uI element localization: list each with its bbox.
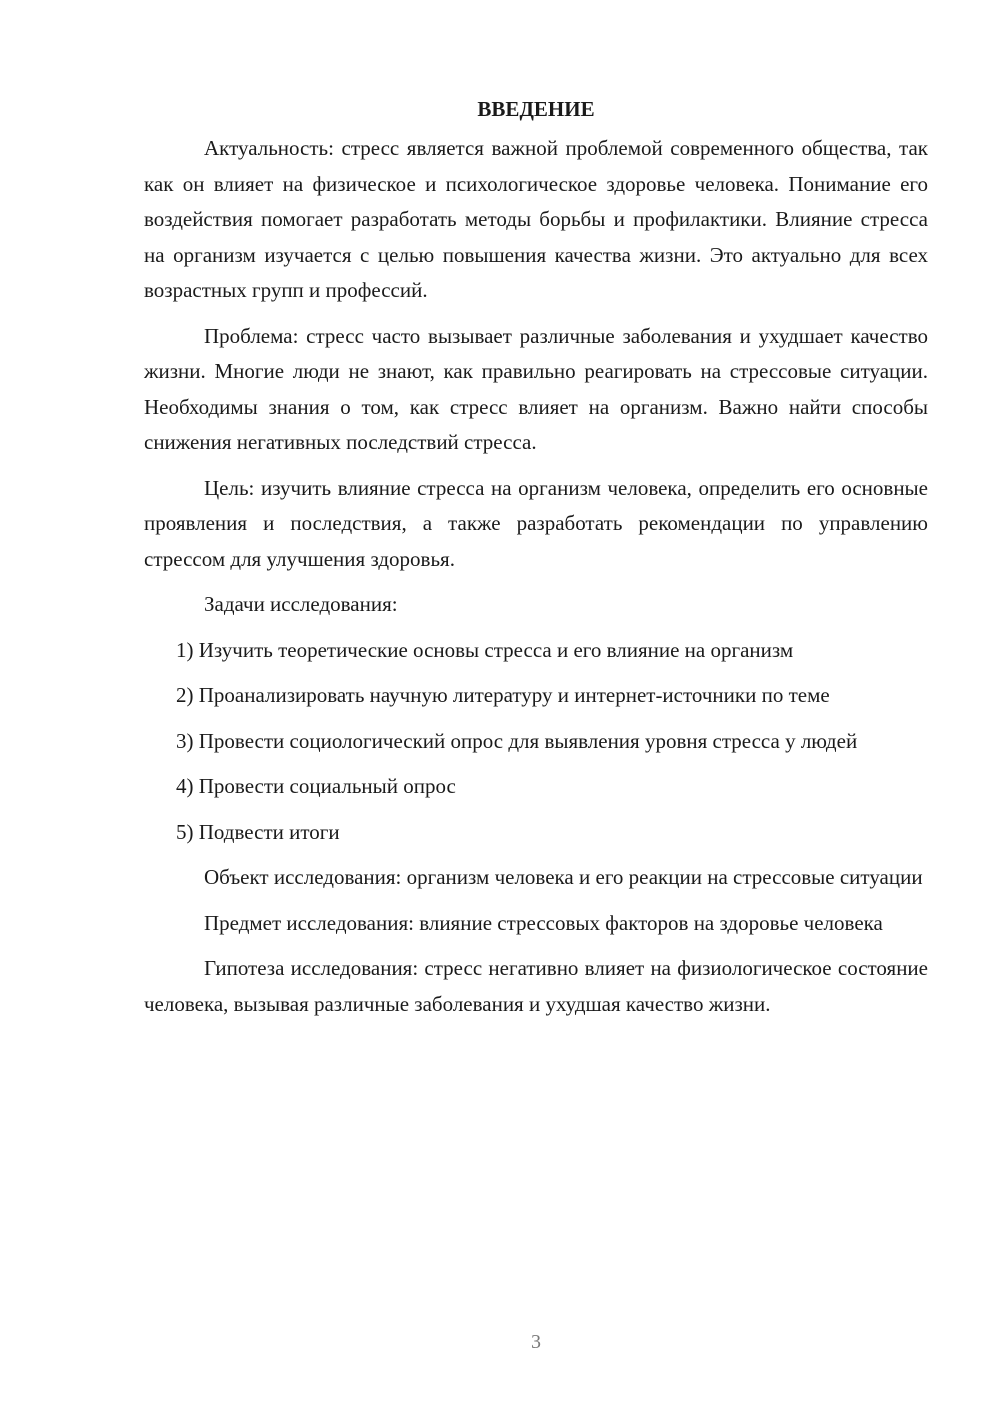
task-item-4: 4) Провести социальный опрос	[176, 774, 456, 798]
problem-paragraph: Проблема: стресс часто вызывает различные заболевания и ухудшает качество жизни. Многие люди не знают, как правильно реагировать на стрессовые ситуации. Необходимы знания о том, как стресс влияет на организм. Важно найти способы снижения негативных последствий стресса.	[144, 323, 928, 454]
relevance-paragraph: Актуальность: стресс является важной проблемой современного общества, так как он влияет на физическое и психологическое здоровье человека. Понимание его воздействия помогает разработать методы борьбы и профилактики. Влияние стресса на организм изучается с целью повышения качества жизни. Это актуально для всех возрастных групп и профессий.	[144, 136, 928, 302]
hypothesis-paragraph: Гипотеза исследования: стресс негативно влияет на физиологическое состояние человека, вызывая различные заболевания и ухудшая качество жизни.	[144, 956, 928, 1016]
section-title: ВВЕДЕНИЕ	[477, 97, 595, 121]
task-item-3: 3) Провести социологический опрос для выявления уровня стресса у людей	[176, 728, 858, 753]
page-number: 3	[531, 1331, 541, 1353]
object-paragraph: Объект исследования: организм человека и его реакции на стрессовые ситуации	[204, 865, 923, 889]
task-item-1: 1) Изучить теоретические основы стресса и его влияние на организм	[176, 637, 794, 662]
tasks-heading: Задачи исследования:	[204, 592, 398, 616]
task-item-5: 5) Подвести итоги	[176, 819, 340, 844]
task-item-2: 2) Проанализировать научную литературу и интернет-источники по теме	[176, 683, 830, 707]
goal-paragraph: Цель: изучить влияние стресса на организм человека, определить его основные проявления и последствия, а также разработать рекомендации по управлению стрессом для улучшения здоровья.	[144, 475, 928, 571]
subject-paragraph: Предмет исследования: влияние стрессовых факторов на здоровье человека	[204, 910, 883, 935]
document-page	[144, 92, 928, 1032]
